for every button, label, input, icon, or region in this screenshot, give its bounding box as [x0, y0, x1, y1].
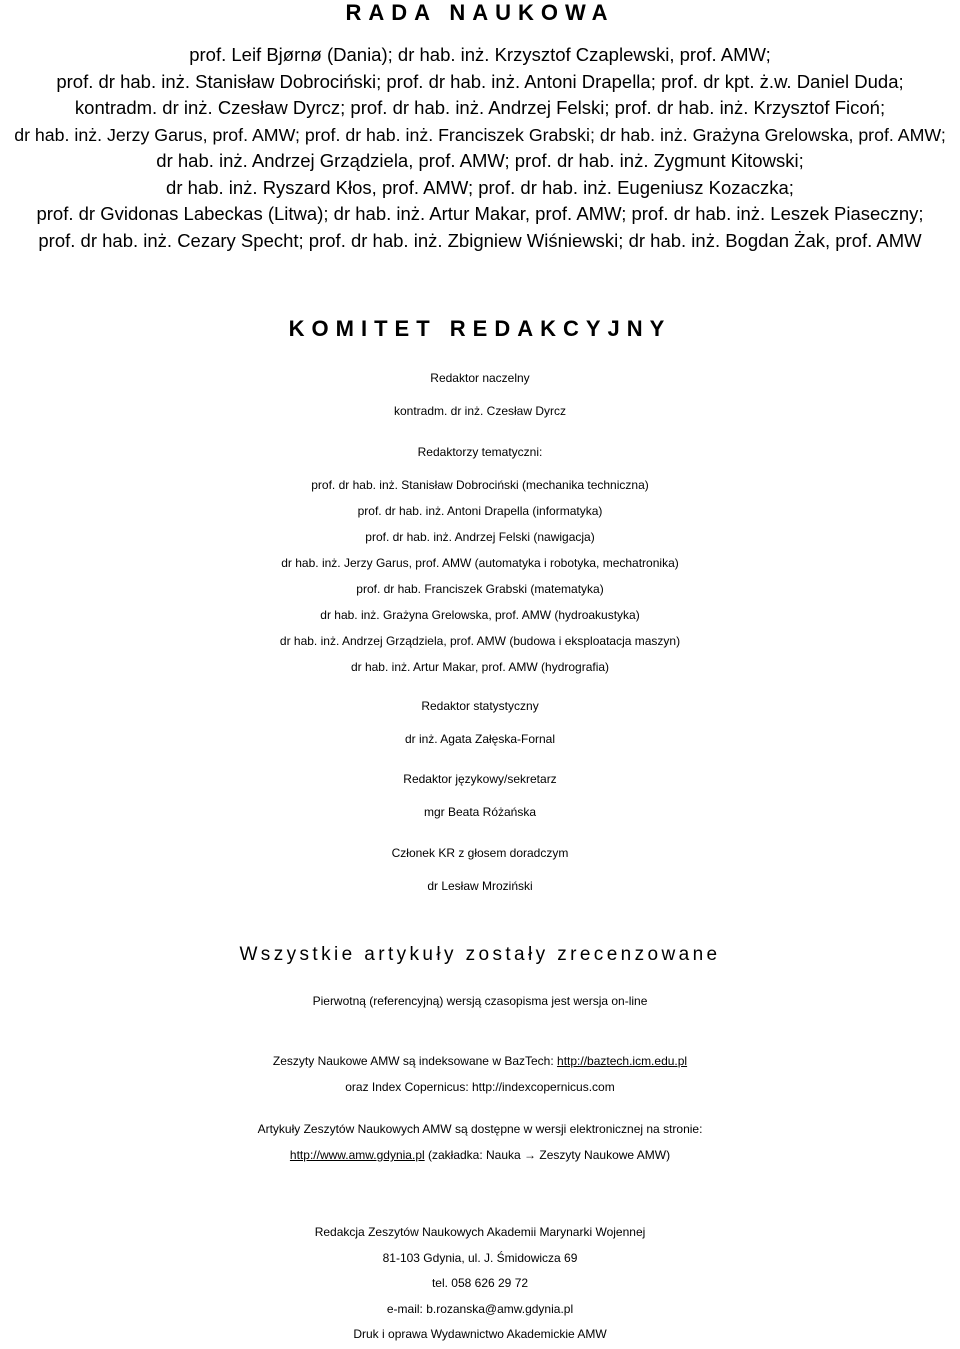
editor-in-chief-label: Redaktor naczelny [430, 371, 530, 385]
council-line: prof. dr hab. inż. Stanisław Dobrociński; prof. dr hab. inż. Antoni Drapella; prof. dr kpt. ż.w. Daniel Duda; [56, 70, 904, 92]
availability-line-1: Artykuły Zeszytów Naukowych AMW są dostępne w wersji elektronicznej na stronie: [257, 1122, 703, 1136]
council-line: prof. Leif Bjørnø (Dania); dr hab. inż. Krzysztof Czaplewski, prof. AMW; [189, 44, 771, 65]
address-line: 81-103 Gdynia, ul. J. Śmidowicza 69 [382, 1250, 578, 1265]
thematic-editor: prof. dr hab. inż. Antoni Drapella (informatyka) [357, 504, 603, 518]
printer-notice: Druk i oprawa Wydawnictwo Akademickie AMW [353, 1327, 607, 1341]
thematic-editors-label: Redaktorzy tematyczni: [417, 445, 543, 459]
language-editor-block [0, 763, 960, 829]
language-editor-label: Redaktor językowy/sekretarz [403, 772, 557, 786]
council-line: prof. dr Gvidonas Labeckas (Litwa); dr hab. inż. Artur Makar, prof. AMW; prof. dr hab. inż. Leszek Piaseczny; [36, 203, 924, 224]
indexing-line-1 [0, 1048, 960, 1074]
indexing-notice [0, 1048, 960, 1100]
phone-line: tel. 058 626 29 72 [431, 1276, 529, 1290]
editorial-committee-heading: KOMITET REDAKCYJNY [288, 316, 672, 341]
thematic-editor: prof. dr hab. inż. Stanisław Dobrociński (mechanika techniczna) [311, 478, 649, 492]
advisory-member-block [0, 837, 960, 903]
council-line: dr hab. inż. Jerzy Garus, prof. AMW; prof. dr hab. inż. Franciszek Grabski; dr hab. inż. Grażyna Grelowska, prof. AMW; [14, 124, 946, 145]
availability-line-2 [0, 1142, 960, 1168]
email-line: e-mail: b.rozanska@amw.gdynia.pl [386, 1301, 574, 1316]
language-editor-name: mgr Beata Różańska [423, 805, 537, 819]
advisory-member-label: Członek KR z głosem doradczym [391, 846, 569, 860]
availability-text: (zakładka: Nauka [424, 1148, 525, 1162]
scientific-council-heading: RADA NAUKOWA [345, 0, 615, 25]
reviewed-notice: Wszystkie artykuły zostały zrecenzowane [239, 944, 721, 965]
thematic-editor: dr hab. inż. Jerzy Garus, prof. AMW (automatyka i robotyka, mechatronika) [281, 556, 679, 570]
indexing-line-2: oraz Index Copernicus: http://indexcopernicus.com [345, 1080, 615, 1094]
council-line: dr hab. inż. Andrzej Grządziela, prof. AMW; prof. dr hab. inż. Zygmunt Kitowski; [156, 150, 804, 171]
indexing-text: Zeszyty Naukowe AMW są indeksowane w BazTech: [272, 1054, 558, 1068]
address-line: Redakcja Zeszytów Naukowych Akademii Marynarki Wojennej [314, 1225, 646, 1239]
statistical-editor-name: dr inż. Agata Załęska-Fornal [404, 732, 556, 746]
availability-end-text: Zeszyty Naukowe AMW) [536, 1148, 671, 1162]
thematic-editor: prof. dr hab. Franciszek Grabski (matematyka) [356, 582, 604, 596]
statistical-editor-label: Redaktor statystyczny [421, 699, 539, 713]
council-line: kontradm. dr inż. Czesław Dyrcz; prof. dr hab. inż. Andrzej Felski; prof. dr hab. inż. Krzysztof Ficoń; [74, 97, 886, 118]
editorial-office-address [0, 1220, 960, 1322]
thematic-editor: dr hab. inż. Grażyna Grelowska, prof. AMW (hydroakustyka) [320, 608, 640, 622]
thematic-editor: prof. dr hab. inż. Andrzej Felski (nawigacja) [365, 530, 595, 544]
arrow-right-icon: → [524, 1148, 537, 1162]
statistical-editor-block [0, 690, 960, 756]
advisory-member-name: dr Lesław Mroziński [427, 879, 533, 893]
thematic-editor: dr hab. inż. Andrzej Grządziela, prof. AMW (budowa i eksploatacja maszyn) [279, 634, 681, 648]
availability-notice [0, 1116, 960, 1168]
reference-version-notice: Pierwotną (referencyjną) wersją czasopisma jest wersja on-line [312, 994, 648, 1008]
thematic-editor: dr hab. inż. Artur Makar, prof. AMW (hydrografia) [350, 660, 610, 674]
thematic-editors-list [0, 472, 960, 680]
baztech-link[interactable]: http://baztech.icm.edu.pl [557, 1054, 688, 1068]
amw-website-link[interactable]: http://www.amw.gdynia.pl [289, 1148, 425, 1162]
council-line: prof. dr hab. inż. Cezary Specht; prof. dr hab. inż. Zbigniew Wiśniewski; dr hab. inż. Bogdan Żak, prof. AMW [38, 229, 922, 251]
council-line: dr hab. inż. Ryszard Kłos, prof. AMW; prof. dr hab. inż. Eugeniusz Kozaczka; [166, 176, 794, 198]
scientific-council-members [14, 42, 946, 254]
editor-in-chief-block [0, 362, 960, 428]
editor-in-chief-name: kontradm. dr inż. Czesław Dyrcz [393, 404, 567, 418]
